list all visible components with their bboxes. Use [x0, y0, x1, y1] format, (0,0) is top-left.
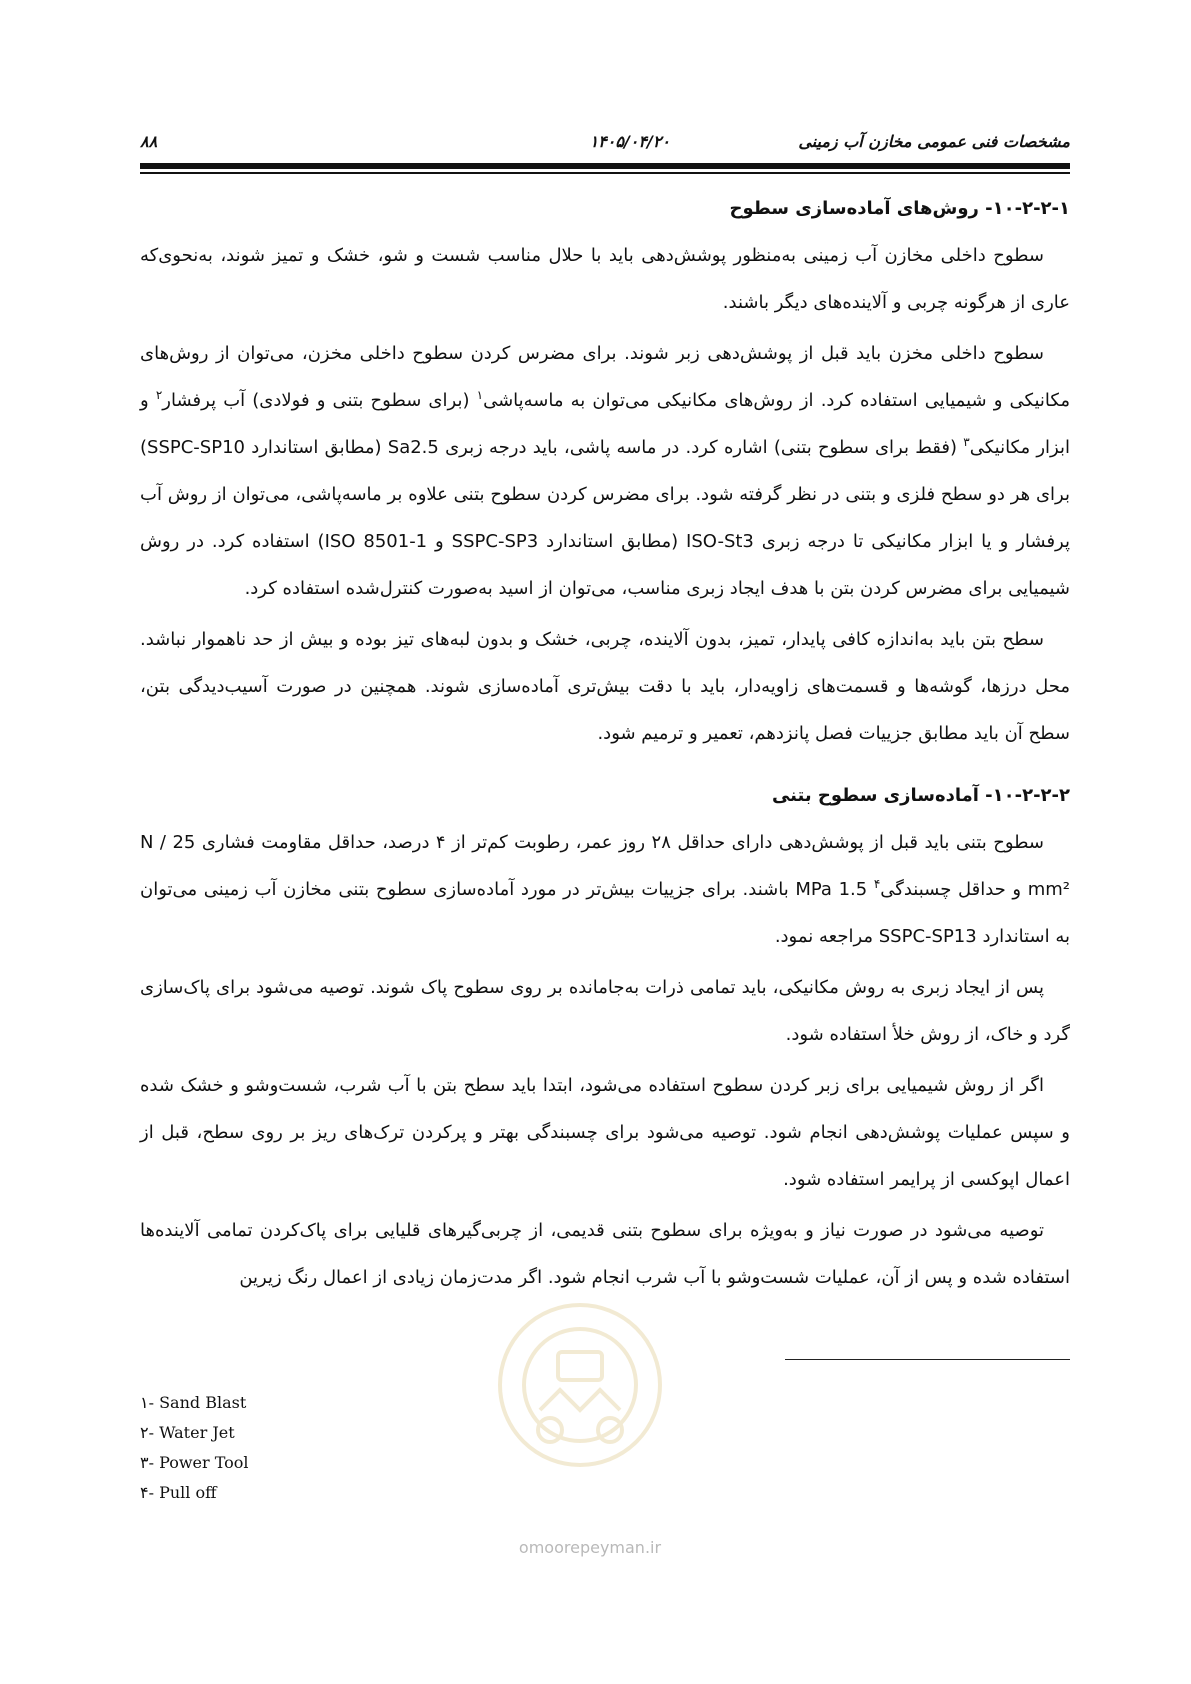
watermark-logo-icon [480, 1290, 680, 1480]
header-date: ۱۴۰۵/۰۴/۲۰ [589, 132, 670, 151]
paragraph [140, 819, 1070, 960]
paragraph-text: سطوح داخلی مخزن باید قبل از پوشش‌دهی زبر شوند. برای مضرس کردن سطوح داخلی مخزن، می‌توان از روش‌های مکانیکی و شیمیایی استفاده کرد. از روش‌های مکانیکی می‌توان به ماسه‌پاشی [140, 343, 1070, 411]
footnote-ref[interactable]: ۱ [476, 388, 484, 402]
header-rule-thin [140, 172, 1070, 174]
paragraph-text: (فقط برای سطوح بتنی) اشاره کرد. در ماسه پاشی، باید درجه زبری Sa2.5 (مطابق استاندارد SSPC-SP10) برای هر دو سطح فلزی و بتنی در نظر گرفته شود. برای مضرس کردن سطوح بتنی علاوه بر ماسه‌پاشی، می‌توان از روش آب پرفشار و یا ابزار مکانیکی تا درجه زبری ISO-St3 (مطابق استاندارد SSPC-SP3 و ISO 8501-1) استفاده کرد. در روش شیمیایی برای مضرس کردن بتن با هدف ایجاد زبری مناسب، می‌توان از اسید به‌صورت کنترل‌شده استفاده کرد. [140, 437, 1070, 599]
header-rule-thick [140, 163, 1070, 169]
paragraph-text: و ابزار مکانیکی [140, 390, 1070, 458]
watermark-url: omoorepeyman.ir [518, 1538, 662, 1557]
paragraph: اگر از روش شیمیایی برای زبر کردن سطوح استفاده می‌شود، ابتدا باید سطح بتن با آب شرب، شست‌وشو و خشک شده و سپس عملیات پوشش‌دهی انجام شود. توصیه می‌شود برای چسبندگی بهتر و پرکردن ترک‌های ریز بر روی سطح، قبل از اعمال اپوکسی از پرایمر استفاده شود. [140, 1075, 1070, 1190]
paragraph-text: سطوح بتنی باید قبل از پوشش‌دهی دارای حداقل ۲۸ روز عمر، رطوبت کم‌تر از ۴ درصد، حداقل مقاومت فشاری 25 N / mm² و حداقل چسبندگی [140, 832, 1070, 900]
section-gap [140, 761, 1070, 773]
paragraph-text: 1.5 MPa باشند. برای جزییات بیش‌تر در مورد آماده‌سازی سطوح بتنی مخازن آب زمینی می‌توان به استاندارد SSPC-SP13 مراجعه نمود. [140, 879, 1070, 947]
paragraph-text: (برای سطوح بتنی و فولادی) آب پرفشار [162, 390, 470, 411]
footnote-item: ۳- Power Tool [140, 1453, 249, 1472]
paragraph: پس از ایجاد زبری به روش مکانیکی، باید تمامی ذرات به‌جامانده بر روی سطوح پاک شوند. توصیه می‌شود برای پاک‌سازی گرد و خاک، از روش خلأ استفاده شود. [140, 977, 1070, 1045]
footnote-item: ۲- Water Jet [140, 1423, 235, 1442]
footnote-item: ۴- Pull off [140, 1483, 217, 1502]
page-body [140, 186, 1070, 1305]
paragraph: سطح بتن باید به‌اندازه کافی پایدار، تمیز، بدون آلاینده، چربی، خشک و بدون لبه‌های تیز بوده و بیش از حد ناهموار نباشد. محل درزها، گوشه‌ها و قسمت‌های زاویه‌دار، باید با دقت بیش‌تری آماده‌سازی شوند. همچنین در صورت آسیب‌دیدگی بتن، سطح آن باید مطابق جزییات فصل پانزدهم، تعمیر و ترمیم شود. [140, 629, 1070, 744]
footnotes [140, 1388, 440, 1508]
footnote-separator [785, 1359, 1070, 1360]
page-header [140, 128, 1070, 156]
page-number: ۸۸ [140, 132, 158, 151]
paragraph [140, 330, 1070, 612]
section-heading: ۱۰-۲-۲-۱- روش‌های آماده‌سازی سطوح [729, 198, 1070, 219]
paragraph: سطوح داخلی مخازن آب زمینی به‌منظور پوشش‌دهی باید با حلال مناسب شست و شو، خشک و تمیز شوند، به‌نحوی‌که عاری از هرگونه چربی و آلاینده‌های دیگر باشند. [140, 245, 1070, 313]
section-heading: ۱۰-۲-۲-۲- آماده‌سازی سطوح بتنی [771, 785, 1070, 806]
paragraph: توصیه می‌شود در صورت نیاز و به‌ویژه برای سطوح بتنی قدیمی، از چربی‌گیرهای قلیایی برای پاک‌کردن تمامی آلاینده‌ها استفاده شده و پس از آن، عملیات شست‌وشو با آب شرب انجام شود. اگر مدت‌زمان زیادی از اعمال رنگ زیرین [140, 1220, 1070, 1288]
footnote-ref[interactable]: ۲ [155, 388, 163, 402]
footnote-ref[interactable]: ۴ [873, 877, 881, 891]
header-title: مشخصات فنی عمومی مخازن آب زمینی [798, 132, 1070, 151]
footnote-item: ۱- Sand Blast [140, 1393, 247, 1412]
footnote-ref[interactable]: ۳ [963, 435, 970, 449]
